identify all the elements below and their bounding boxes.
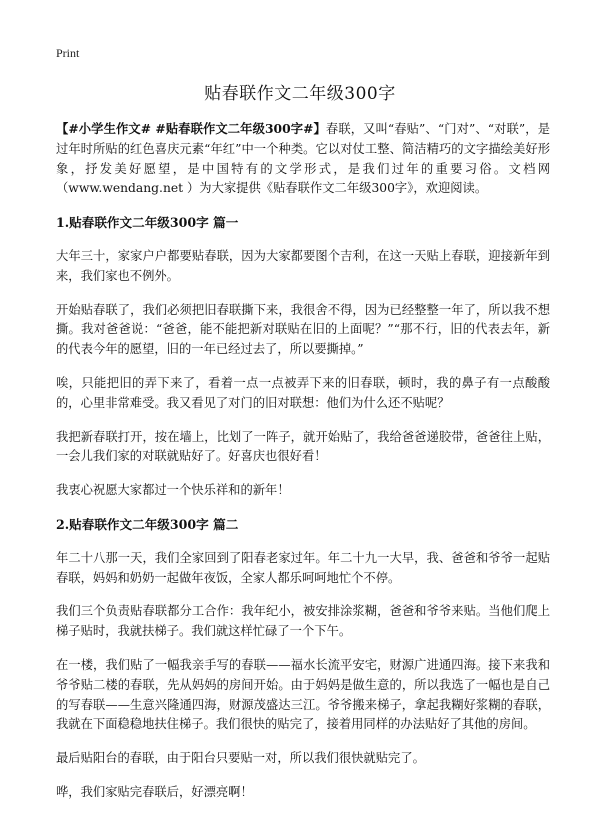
paragraph: 开始贴春联了，我们必须把旧春联撕下来，我很舍不得，因为已经整整一年了，所以我不想撕。我对爸爸说：“爸爸，能不能把新对联贴在旧的上面呢？”“那不行，旧的代表去年，新的代表今年的愿望，旧的一年已经过去了，所以要撕掉。”: [56, 302, 550, 357]
paragraph: 年二十八那一天，我们全家回到了阳春老家过年。年二十九一大早，我、爸爸和爷爷一起贴春联，妈妈和奶奶一起做年夜饭，全家人都乐呵呵地忙个不停。: [56, 550, 550, 585]
paragraph: 哗，我们家贴完春联后，好漂亮啊！: [56, 784, 253, 799]
intro-tags: 【#小学生作文# #贴春联作文二年级300字#】: [56, 121, 326, 136]
paragraph: 我衷心祝愿大家都过一个快乐祥和的新年！: [56, 483, 290, 498]
intro-paragraph: [56, 119, 550, 199]
section-heading-2: 2.贴春联作文二年级300字 篇二: [56, 516, 239, 532]
paragraph: 最后贴阳台的春联，由于阳台只要贴一对，所以我们很快就贴完了。: [56, 751, 425, 766]
paragraph: 我把新春联打开，按在墙上，比划了一阵子，就开始贴了，我给爸爸递胶带，爸爸往上贴，一会儿我们家的对联就贴好了。好喜庆也很好看！: [56, 429, 550, 464]
document-body: [56, 119, 550, 817]
paragraph: 在一楼，我们贴了一幅我亲手写的春联——福水长流平安宅，财源广进通四海。接下来我和爷爷贴二楼的春联，先从妈妈的房间开始。由于妈妈是做生意的，所以我选了一幅也是自己的写春联——生意兴隆通四海，财源茂盛达三江。爷爷搬来梯子，拿起我糊好浆糊的春联，我就在下面稳稳地扶住梯子。我们很快的贴完了，接着用同样的办法贴好了其他的房间。: [56, 657, 550, 732]
paragraph: 大年三十，家家户户都要贴春联，因为大家都要图个吉利，在这一天贴上春联，迎接新年到来，我们家也不例外。: [56, 248, 550, 283]
paragraph: 我们三个负责贴春联都分工合作：我年纪小，被安排涂浆糊，爸爸和爷爷来贴。当他们爬上梯子贴时，我就扶梯子。我们就这样忙碌了一个下午。: [56, 604, 550, 639]
paragraph: 唉，只能把旧的弄下来了，看着一点一点被弄下来的旧春联，顿时，我的鼻子有一点酸酸的，心里非常难受。我又看见了对门的旧对联想：他们为什么还不贴呢？: [56, 375, 550, 410]
page-title: 贴春联作文二年级300字: [204, 84, 396, 104]
print-link[interactable]: Print: [56, 46, 80, 60]
section-heading-1: 1.贴春联作文二年级300字 篇一: [56, 215, 239, 231]
intro-text: 春联，又叫“春贴”、“门对”、“对联”，是过年时所贴的红色喜庆元素“年红”中一个种类。它以对仗工整、简洁精巧的文字描绘美好形象，抒发美好愿望，是中国特有的文学形式，是我们过年的重要习俗。文档网（www.wendang.net ）为大家提供《贴春联作文二年级300字》，欢迎阅读。: [56, 122, 550, 196]
